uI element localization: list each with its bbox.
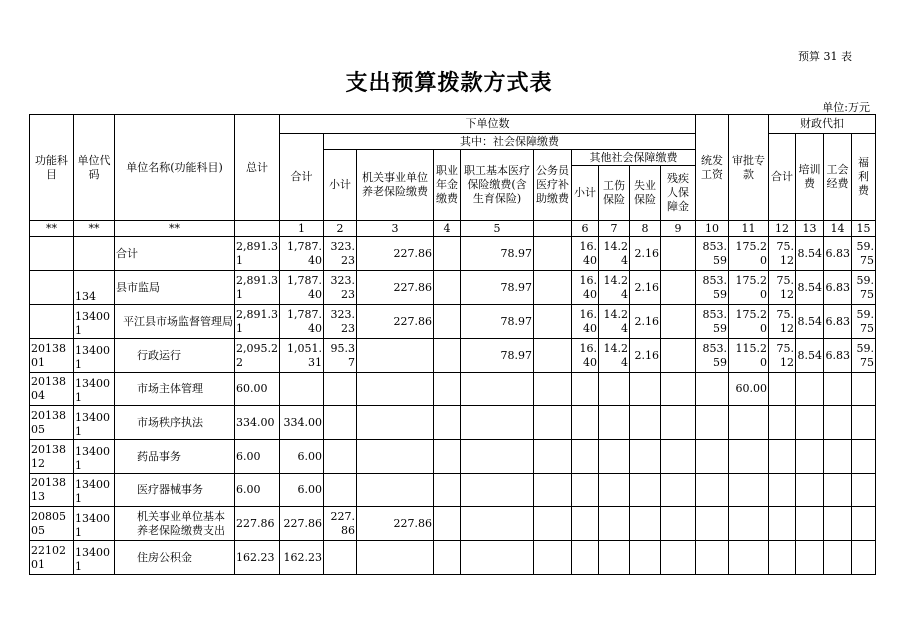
table-header: [30, 115, 876, 237]
cell-civil-medical: [534, 237, 572, 271]
table-body: [30, 237, 876, 575]
cell-finance-total: [769, 373, 796, 406]
index-cell: 9: [661, 221, 696, 237]
cell-unit-code: 134: [74, 271, 115, 305]
index-cell: 14: [824, 221, 852, 237]
col-special-approval: 审批专款: [729, 115, 769, 221]
index-cell: 2: [324, 221, 357, 237]
index-cell: 7: [599, 221, 630, 237]
cell-subtotal: 227.86: [324, 507, 357, 541]
cell-special-approval: [729, 507, 769, 541]
cell-disability: [661, 507, 696, 541]
table-row: [30, 373, 876, 406]
cell-func-code: 2080505: [30, 507, 74, 541]
cell-func-code: 2013813: [30, 474, 74, 507]
cell-pension: 227.86: [357, 305, 434, 339]
cell-annuity: [434, 440, 461, 474]
cell-finance-total: 75.12: [769, 339, 796, 373]
cell-welfare: [852, 373, 876, 406]
cell-special-approval: [729, 541, 769, 575]
cell-other-subtotal: [572, 440, 599, 474]
cell-union: 6.83: [824, 237, 852, 271]
cell-unemployment: [630, 406, 661, 440]
index-cell: **: [115, 221, 235, 237]
cell-total: 334.00: [235, 406, 280, 440]
col-medical: 职工基本医疗保险缴费(含生育保险): [461, 150, 534, 221]
cell-func-code: 2013805: [30, 406, 74, 440]
cell-unified-salary: [696, 507, 729, 541]
cell-unemployment: 2.16: [630, 339, 661, 373]
cell-civil-medical: [534, 541, 572, 575]
index-cell: 11: [729, 221, 769, 237]
cell-welfare: 59.75: [852, 305, 876, 339]
index-cell: **: [30, 221, 74, 237]
cell-pension: 227.86: [357, 237, 434, 271]
col-other-subtotal: 小计: [572, 166, 599, 221]
cell-total: 2,891.31: [235, 305, 280, 339]
cell-welfare: 59.75: [852, 237, 876, 271]
cell-training: 8.54: [796, 305, 824, 339]
cell-func-code: 2210201: [30, 541, 74, 575]
cell-medical: [461, 406, 534, 440]
cell-civil-medical: [534, 373, 572, 406]
cell-finance-total: [769, 406, 796, 440]
cell-welfare: [852, 440, 876, 474]
table-row: [30, 305, 876, 339]
cell-training: [796, 507, 824, 541]
cell-disability: [661, 541, 696, 575]
group-finance: 财政代扣: [769, 115, 876, 134]
cell-unified-salary: 853.59: [696, 339, 729, 373]
cell-unified-salary: [696, 373, 729, 406]
cell-unified-salary: [696, 406, 729, 440]
col-unit-code: 单位代码: [74, 115, 115, 221]
cell-civil-medical: [534, 339, 572, 373]
cell-injury: [599, 507, 630, 541]
cell-injury: 14.24: [599, 339, 630, 373]
cell-unemployment: 2.16: [630, 305, 661, 339]
cell-injury: [599, 373, 630, 406]
cell-pension: [357, 474, 434, 507]
index-cell: 10: [696, 221, 729, 237]
cell-union: [824, 373, 852, 406]
cell-unemployment: [630, 507, 661, 541]
cell-unified-salary: 853.59: [696, 305, 729, 339]
cell-unit-name: 住房公积金: [115, 541, 235, 575]
cell-welfare: [852, 541, 876, 575]
cell-medical: 78.97: [461, 237, 534, 271]
col-annuity: 职业年金缴费: [434, 150, 461, 221]
group-lower-unit: 下单位数: [280, 115, 696, 134]
cell-civil-medical: [534, 440, 572, 474]
table-row: [30, 339, 876, 373]
cell-training: [796, 440, 824, 474]
cell-disability: [661, 237, 696, 271]
index-cell: 8: [630, 221, 661, 237]
cell-unified-salary: [696, 541, 729, 575]
cell-other-subtotal: [572, 474, 599, 507]
cell-welfare: 59.75: [852, 339, 876, 373]
col-civil-medical: 公务员医疗补助缴费: [534, 150, 572, 221]
cell-other-subtotal: 16.40: [572, 305, 599, 339]
cell-unemployment: [630, 440, 661, 474]
index-cell: [534, 221, 572, 237]
cell-union: 6.83: [824, 271, 852, 305]
cell-subtotal: [324, 440, 357, 474]
cell-welfare: [852, 474, 876, 507]
cell-training: [796, 474, 824, 507]
table-row: [30, 541, 876, 575]
cell-special-approval: [729, 474, 769, 507]
cell-civil-medical: [534, 406, 572, 440]
cell-annuity: [434, 541, 461, 575]
cell-annuity: [434, 507, 461, 541]
cell-annuity: [434, 474, 461, 507]
cell-unit-name: 机关事业单位基本养老保险缴费支出: [115, 507, 235, 541]
cell-special-approval: 175.20: [729, 271, 769, 305]
cell-annuity: [434, 305, 461, 339]
cell-injury: [599, 474, 630, 507]
cell-special-approval: 175.20: [729, 305, 769, 339]
cell-civil-medical: [534, 474, 572, 507]
cell-training: 8.54: [796, 237, 824, 271]
cell-lower-total: 1,787.40: [280, 305, 324, 339]
cell-func-code: 2013812: [30, 440, 74, 474]
cell-medical: [461, 541, 534, 575]
cell-special-approval: 60.00: [729, 373, 769, 406]
index-cell: 4: [434, 221, 461, 237]
cell-total: 2,095.22: [235, 339, 280, 373]
cell-finance-total: [769, 507, 796, 541]
unit-label: 单位:万元: [822, 101, 870, 114]
col-welfare: 福利费: [852, 134, 876, 221]
col-unified-salary: 统发工资: [696, 115, 729, 221]
cell-finance-total: [769, 440, 796, 474]
cell-func-code: [30, 305, 74, 339]
table-row: [30, 237, 876, 271]
index-cell: 6: [572, 221, 599, 237]
cell-unified-salary: 853.59: [696, 271, 729, 305]
cell-annuity: [434, 237, 461, 271]
cell-finance-total: [769, 541, 796, 575]
cell-disability: [661, 271, 696, 305]
cell-total: 227.86: [235, 507, 280, 541]
cell-unemployment: 2.16: [630, 271, 661, 305]
cell-lower-total: 1,787.40: [280, 271, 324, 305]
cell-total: 6.00: [235, 440, 280, 474]
form-number: 预算 31 表: [798, 50, 852, 63]
cell-injury: 14.24: [599, 305, 630, 339]
page-title: 支出预算拨款方式表: [345, 71, 553, 96]
cell-unit-code: [74, 237, 115, 271]
cell-disability: [661, 440, 696, 474]
cell-other-subtotal: 16.40: [572, 271, 599, 305]
cell-func-code: [30, 271, 74, 305]
cell-union: [824, 507, 852, 541]
cell-finance-total: 75.12: [769, 271, 796, 305]
cell-disability: [661, 373, 696, 406]
col-union: 工会经费: [824, 134, 852, 221]
cell-civil-medical: [534, 305, 572, 339]
cell-other-subtotal: 16.40: [572, 339, 599, 373]
cell-lower-total: [280, 373, 324, 406]
cell-lower-total: 334.00: [280, 406, 324, 440]
index-cell: 3: [357, 221, 434, 237]
cell-unit-name: 市场秩序执法: [115, 406, 235, 440]
cell-other-subtotal: [572, 406, 599, 440]
cell-annuity: [434, 406, 461, 440]
cell-unit-code: 134001: [74, 305, 115, 339]
index-cell: 5: [461, 221, 534, 237]
cell-special-approval: 115.20: [729, 339, 769, 373]
group-social-insurance: 其中：社会保障缴费: [324, 134, 696, 150]
cell-subtotal: 323.23: [324, 305, 357, 339]
cell-unit-name: 药品事务: [115, 440, 235, 474]
cell-civil-medical: [534, 271, 572, 305]
cell-unit-code: 134001: [74, 440, 115, 474]
cell-pension: [357, 406, 434, 440]
cell-subtotal: 323.23: [324, 237, 357, 271]
cell-lower-total: 227.86: [280, 507, 324, 541]
cell-other-subtotal: [572, 507, 599, 541]
cell-union: [824, 440, 852, 474]
cell-training: 8.54: [796, 339, 824, 373]
cell-annuity: [434, 373, 461, 406]
cell-subtotal: [324, 406, 357, 440]
cell-subtotal: [324, 373, 357, 406]
index-cell: 12: [769, 221, 796, 237]
cell-lower-total: 6.00: [280, 474, 324, 507]
cell-welfare: [852, 507, 876, 541]
index-cell: 1: [280, 221, 324, 237]
index-cell: 15: [852, 221, 876, 237]
cell-subtotal: 95.37: [324, 339, 357, 373]
cell-special-approval: [729, 406, 769, 440]
col-disability: 残疾人保障金: [661, 166, 696, 221]
cell-civil-medical: [534, 507, 572, 541]
cell-annuity: [434, 271, 461, 305]
cell-other-subtotal: [572, 373, 599, 406]
cell-subtotal: 323.23: [324, 271, 357, 305]
cell-finance-total: 75.12: [769, 305, 796, 339]
col-lower-total: 合计: [280, 134, 324, 221]
cell-finance-total: 75.12: [769, 237, 796, 271]
cell-total: 6.00: [235, 474, 280, 507]
cell-lower-total: 1,787.40: [280, 237, 324, 271]
cell-union: [824, 406, 852, 440]
cell-medical: [461, 507, 534, 541]
cell-injury: 14.24: [599, 271, 630, 305]
cell-unit-code: 134001: [74, 339, 115, 373]
table-row: [30, 474, 876, 507]
cell-disability: [661, 339, 696, 373]
cell-special-approval: [729, 440, 769, 474]
cell-union: 6.83: [824, 339, 852, 373]
cell-finance-total: [769, 474, 796, 507]
cell-unit-code: 134001: [74, 406, 115, 440]
cell-pension: [357, 339, 434, 373]
table-row: [30, 406, 876, 440]
cell-welfare: 59.75: [852, 271, 876, 305]
cell-annuity: [434, 339, 461, 373]
group-other-social: 其他社会保障缴费: [572, 150, 696, 166]
cell-unified-salary: 853.59: [696, 237, 729, 271]
cell-unit-name: 市场主体管理: [115, 373, 235, 406]
cell-disability: [661, 305, 696, 339]
cell-unit-name: 医疗器械事务: [115, 474, 235, 507]
col-injury: 工伤保险: [599, 166, 630, 221]
cell-total: 2,891.31: [235, 237, 280, 271]
cell-pension: [357, 440, 434, 474]
col-training: 培训费: [796, 134, 824, 221]
cell-medical: 78.97: [461, 305, 534, 339]
cell-special-approval: 175.20: [729, 237, 769, 271]
cell-unemployment: [630, 541, 661, 575]
cell-pension: 227.86: [357, 271, 434, 305]
cell-unit-code: 134001: [74, 474, 115, 507]
cell-union: [824, 474, 852, 507]
col-func-code: 功能科目: [30, 115, 74, 221]
cell-training: [796, 373, 824, 406]
col-total: 总计: [235, 115, 280, 221]
table-row: [30, 271, 876, 305]
cell-injury: [599, 440, 630, 474]
cell-func-code: 2013801: [30, 339, 74, 373]
cell-unemployment: [630, 373, 661, 406]
cell-training: [796, 406, 824, 440]
cell-subtotal: [324, 474, 357, 507]
cell-other-subtotal: [572, 541, 599, 575]
cell-pension: [357, 541, 434, 575]
index-cell: [235, 221, 280, 237]
table-row: [30, 440, 876, 474]
cell-union: 6.83: [824, 305, 852, 339]
cell-unified-salary: [696, 474, 729, 507]
cell-unified-salary: [696, 440, 729, 474]
cell-medical: [461, 474, 534, 507]
col-unemployment: 失业保险: [630, 166, 661, 221]
cell-training: 8.54: [796, 271, 824, 305]
cell-unit-name: 平江县市场监督管理局: [115, 305, 235, 339]
cell-unit-code: 134001: [74, 507, 115, 541]
budget-table: [29, 114, 876, 575]
cell-pension: 227.86: [357, 507, 434, 541]
cell-welfare: [852, 406, 876, 440]
cell-func-code: 2013804: [30, 373, 74, 406]
cell-total: 2,891.31: [235, 271, 280, 305]
col-subtotal: 小计: [324, 150, 357, 221]
cell-medical: [461, 440, 534, 474]
cell-medical: 78.97: [461, 271, 534, 305]
cell-lower-total: 6.00: [280, 440, 324, 474]
cell-unit-name: 县市监局: [115, 271, 235, 305]
table-row: [30, 507, 876, 541]
cell-unit-name: 行政运行: [115, 339, 235, 373]
cell-total: 60.00: [235, 373, 280, 406]
index-cell: **: [74, 221, 115, 237]
cell-injury: [599, 541, 630, 575]
cell-lower-total: 1,051.31: [280, 339, 324, 373]
cell-disability: [661, 474, 696, 507]
cell-disability: [661, 406, 696, 440]
col-unit-name: 单位名称(功能科目): [115, 115, 235, 221]
cell-unemployment: [630, 474, 661, 507]
col-pension: 机关事业单位养老保险缴费: [357, 150, 434, 221]
cell-union: [824, 541, 852, 575]
col-finance-total: 合计: [769, 134, 796, 221]
cell-medical: 78.97: [461, 339, 534, 373]
index-row: [30, 221, 876, 237]
cell-total: 162.23: [235, 541, 280, 575]
cell-medical: [461, 373, 534, 406]
cell-injury: 14.24: [599, 237, 630, 271]
cell-pension: [357, 373, 434, 406]
cell-unit-code: 134001: [74, 373, 115, 406]
cell-training: [796, 541, 824, 575]
cell-lower-total: 162.23: [280, 541, 324, 575]
cell-injury: [599, 406, 630, 440]
cell-other-subtotal: 16.40: [572, 237, 599, 271]
index-cell: 13: [796, 221, 824, 237]
cell-unemployment: 2.16: [630, 237, 661, 271]
cell-unit-code: 134001: [74, 541, 115, 575]
cell-unit-name: 合计: [115, 237, 235, 271]
cell-subtotal: [324, 541, 357, 575]
cell-func-code: [30, 237, 74, 271]
